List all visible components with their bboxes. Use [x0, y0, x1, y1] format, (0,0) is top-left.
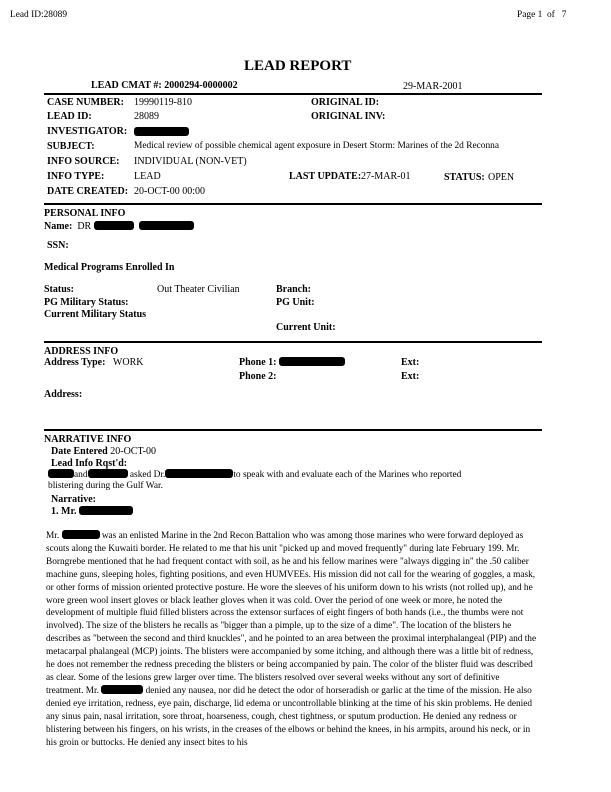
address-type-value: WORK [112, 357, 144, 368]
address-info-title: ADDRESS INFO [44, 346, 119, 357]
lead-request-line [48, 469, 461, 480]
name-prefix: DR [77, 221, 92, 232]
status-field-label: Status: [44, 284, 75, 295]
request-rest: to speak with and evaluate each of the Marines who reported [233, 470, 462, 480]
date-created-label: DATE CREATED: [47, 186, 129, 197]
redaction-phone1 [279, 357, 345, 366]
lead-id-label: LEAD ID: [47, 111, 92, 122]
page-word: Page [517, 10, 536, 20]
address-label: Address: [44, 389, 83, 400]
personal-divider [44, 341, 542, 343]
lead-id-value: 28089 [134, 111, 159, 122]
narrative-item-row [51, 506, 133, 517]
request-and: and [74, 470, 88, 480]
case-number-label: CASE NUMBER: [47, 97, 124, 108]
status-field-value: Out Theater Civilian [157, 284, 240, 295]
narrative-text-a: was an enlisted Marine in the 2nd Recon Battalion who was among those marines who were forward deployed as scouts along the Kuwaiti border. He related to me that his unit "picked up and moved frequently" during late February 199. Mr. Borngrebe mentioned that he had frequent contact with soil, as he and his fellow marines were "always digging in" the .50 caliber machine guns, sleeping holes, fighting positions, and even HUMVEEs. His mission did not call for the wearing of goggles, a mask, or other forms of mission oriented protective posture. He wore the sleeves of his uniform down to his wrists (not rolled up), and he wore green wool insert gloves or black leather gloves when it was cold. Over the period of one week or more, he noted the development of multiple fluid filled blisters across the extensor surfaces of eight fingers of both hands (i.e., the thumbs were not involved). The size of the blisters he recalls as "bigger than a pimple, up to the size of a dime". The location of the blisters he describes as "between the second and third knuckles", and he pointed to an area between the proximal interphalangeal (PIP) and the metacarpal phalangeal (MCP) joints. The blisters were accompanied by some itching, and although there was a little bit of redness, he does not remember the redness preceding the blisters or being accompanied by pain. The color of the blister fluid was described as clear. Some of the lesions grew larger over time. The blisters resolved over several weeks without any sort of definitive treatment. Mr. [46, 531, 537, 696]
redaction-investigator [134, 127, 189, 136]
narrative-info-title: NARRATIVE INFO [44, 434, 132, 445]
lead-info-label: Lead Info Rqst'd: [51, 458, 128, 469]
cmat-line: LEAD CMAT #: 2000294-0000002 [91, 80, 238, 91]
redaction-request-1 [48, 469, 74, 478]
subject-label: SUBJECT: [47, 141, 95, 152]
subject-value: Medical review of possible chemical agent exposure in Desert Storm: Marines of the 2d Reconna [134, 141, 499, 151]
pg-military-status-label: PG Military Status: [44, 297, 129, 308]
phone1-label: Phone 1: [239, 357, 277, 368]
narrative-label: Narrative: [51, 494, 96, 505]
investigator-label: INVESTIGATOR: [47, 126, 128, 137]
case-number-value: 19990119-810 [134, 97, 192, 108]
info-source-label: INFO SOURCE: [47, 156, 120, 167]
redaction-name-last [139, 221, 194, 230]
info-type-value: LEAD [134, 171, 161, 182]
original-id-label: ORIGINAL ID: [311, 97, 380, 108]
last-update-label: LAST UPDATE: [289, 171, 362, 182]
pg-unit-label: PG Unit: [276, 297, 315, 308]
address-type-label: Address Type: [44, 357, 106, 368]
date-entered-label: Date Entered [51, 446, 108, 457]
page-indicator [517, 10, 566, 20]
name-label: Name: [44, 221, 73, 232]
status-label: STATUS: [444, 172, 485, 183]
ext2-label: Ext: [401, 371, 420, 382]
header-lead-id: Lead ID:28089 [10, 10, 68, 20]
report-date: 29-MAR-2001 [403, 81, 463, 92]
narrative-mr-1: Mr. [46, 531, 60, 541]
page-total: 7 [561, 10, 567, 20]
redaction-request-3 [165, 469, 233, 478]
address-type-row [44, 357, 143, 368]
header-divider [44, 93, 542, 95]
ext1-label: Ext: [401, 357, 420, 368]
medical-programs-label: Medical Programs Enrolled In [44, 262, 175, 273]
personal-info-title: PERSONAL INFO [44, 208, 126, 219]
page-number: 1 [537, 10, 543, 20]
branch-label: Branch: [276, 284, 311, 295]
phone2-label: Phone 2: [239, 371, 277, 382]
page-of-word: of [546, 10, 555, 20]
original-inv-label: ORIGINAL INV: [311, 111, 386, 122]
case-divider [44, 203, 542, 205]
date-created-value: 20-OCT-00 00:00 [134, 186, 206, 197]
info-source-value: INDIVIDUAL (NON-VET) [134, 156, 247, 167]
page-title: LEAD REPORT [244, 58, 352, 74]
address-divider [44, 429, 542, 431]
narrative-item-label: 1. Mr. [51, 506, 77, 517]
date-entered-row [51, 446, 156, 457]
status-value: OPEN [488, 172, 515, 183]
redaction-item-name [79, 506, 133, 515]
info-type-label: INFO TYPE: [47, 171, 105, 182]
request-asked: asked Dr. [129, 470, 166, 480]
name-row [44, 221, 194, 232]
date-entered-value: 20-OCT-00 [110, 446, 156, 457]
current-military-status-label: Current Military Status [44, 309, 147, 320]
redaction-request-2 [88, 469, 128, 478]
request-line2: blistering during the Gulf War. [48, 481, 163, 491]
current-unit-label: Current Unit: [276, 322, 336, 333]
last-update-value: 27-MAR-01 [361, 171, 411, 182]
redaction-name-first [94, 221, 134, 230]
narrative-paragraph [46, 530, 538, 749]
narrative-text-b: denied any nausea, nor did he detect the odor of horseradish or garlic at the time of the mission. He also denied eye irritation, redness, eye pain, discharge, lid edema or uncontrollable blinking at the time of his skin problems. He denied any sinus pain, nasal irritation, sore throat, hoarseness, cough, chest tightness, or sputum production. He denied any redness or blistering between his fingers, on his wrists, in the creases of the elbows or behind the knees, in his armpits, around his neck, or in his groin or buttocks. He denied any insect bites to his [46, 685, 532, 748]
redaction-narrative-1 [62, 530, 100, 539]
narrative-body [46, 530, 538, 749]
redaction-narrative-2 [101, 685, 143, 694]
ssn-label: SSN: [47, 240, 69, 251]
